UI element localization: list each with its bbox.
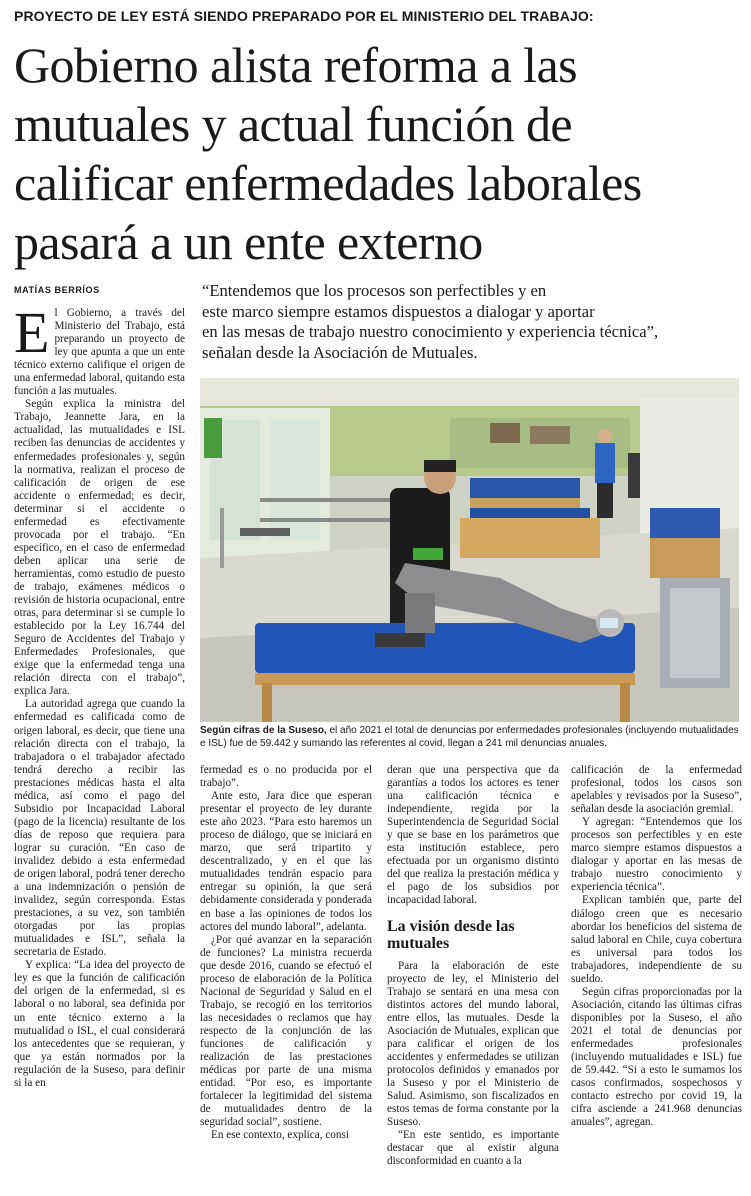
- photo-caption: [200, 724, 741, 751]
- article-paragraph: [14, 300, 185, 398]
- caption-text: el año 2021 el total de denuncias por enfermedades profesionales (incluyendo mutualidades e ISL) fue de 59.442 y sumando las referentes al covid, llegan a 241 mil denuncias anuales.: [200, 725, 739, 750]
- kicker: PROYECTO DE LEY ESTÁ SIENDO PREPARADO POR EL MINISTERIO DEL TRABAJO:: [14, 8, 594, 24]
- paragraph-text: l Gobierno, a través del Ministerio del Trabajo, está preparando un proyecto de ley que apunta a que un ente técnico externo califique el origen de una enfermedad laboral, quitando esta función a las mutuales.: [14, 307, 185, 398]
- article-paragraph: ¿Por qué avanzar en la separación de funciones? La ministra recuerda que desde 2016, cuando se efectuó el proceso de elaboración de la Política Nacional de Seguridad y Salud en el Trabajo, se recogió en los territorios las necesidades o reclamos que hay respecto de la conjunción de las funciones de calificación y realización de las prestaciones médicas por parte de una misma entidad. “Por eso, es importante fortalecer la legitimidad del sistema de mutualidades dentro de la seguridad social”, sostiene.: [200, 933, 372, 1129]
- drop-cap: E: [14, 300, 50, 365]
- headline-line: pasará a un ente externo: [14, 214, 483, 270]
- pull-quote-line: “Entendemos que los procesos son perfectibles y en: [202, 281, 547, 300]
- headline-line: calificar enfermedades laborales: [14, 155, 642, 211]
- pull-quote: [202, 281, 742, 363]
- article-paragraph: Explican también que, parte del diálogo creen que es necesario abordar los beneficios del sistema de salud laboral en Chile, cuya cobertura es universal para todos los trabajadores, independiente de su sueldo.: [571, 894, 742, 985]
- article-paragraph: calificación de la enfermedad profesional, todos los casos son apelables y revisados por la Suseso”, señalan desde la asociación gremial.: [571, 764, 742, 816]
- article-paragraph: deran que una perspectiva que da garantías a todos los actores es tener una calificación técnica e independiente, regida por la Superintendencia de Seguridad Social y que se base en los parámetros que esta institución establece, pero efectuada por un organismo distinto del que realiza la prestación médica y el pago de los subsidios por incapacidad laboral.: [387, 764, 559, 907]
- byline: MATÍAS BERRÍOS: [14, 285, 100, 295]
- caption-lead: Según cifras de la Suseso,: [200, 725, 327, 736]
- headline-line: Gobierno alista reforma a las: [14, 37, 577, 93]
- pull-quote-line: señalan desde la Asociación de Mutuales.: [202, 342, 478, 362]
- article-column-4: [571, 764, 742, 1129]
- article-paragraph: “En este sentido, es importante destacar que al existir alguna disconformidad en cuanto a la: [387, 1129, 559, 1168]
- article-paragraph: Y agregan: “Entendemos que los procesos son perfectibles y en este marco siempre estamos dispuestos a dialogar y aportar en las mesas de trabajo nuestro conocimiento y experiencia técnica”.: [571, 816, 742, 894]
- article-column-1: [14, 300, 185, 1090]
- article-paragraph: Según explica la ministra del Trabajo, Jeannette Jara, en la actualidad, las mutualidades e ISL reciben las denuncias de accidentes y enfermedades profesionales y, según la normativa, realizan el proceso de calificación de origen de ese accidente o enfermedad; es decir, determinar si el accidente o enfermedad es efectivamente provocada por el trabajo. “En específico, en el caso de enfermedad deben aplicar una serie de herramientas, como estudio de puesto de trabajo, exámenes médicos o revisión de historia ocupacional, entre otras, para determinar si se cumple lo establecido por la Ley 16.744 del Seguro de Accidentes del Trabajo y Enfermedades Profesionales, que exige que la enfermedad tenga una relación directa con el trabajo”, explica Jara.: [14, 398, 185, 698]
- article-paragraph: En ese contexto, explica, consi: [211, 1129, 349, 1142]
- pull-quote-line: en las mesas de trabajo nuestro conocimiento y experiencia técnica”,: [202, 322, 659, 341]
- article-paragraph: La autoridad agrega que cuando la enfermedad es calificada como de origen laboral, es decir, que tiene una relación directa con el trabajo, la trabajadora o el trabajador afectado tendrá derecho a recibir las prestaciones médicas hasta el alta médica, así como el pago del Subsidio por Incapacidad Laboral (pago de la licencia) resultante de los días de reposo que requiera para lograr su curación. “En caso de invalidez debido a esta enfermedad de origen laboral, podrá tener derecho a una indemnización o pensión de invalidez, según corresponda. Estas prestaciones, a su vez, son también otorgadas por las propias mutualidades e ISL”, señala la secretaria de Estado.: [14, 698, 185, 959]
- article-photo: [200, 378, 739, 722]
- article-paragraph: Para la elaboración de este proyecto de ley, el Ministerio del Trabajo se sentará en una mesa con distintos actores del mundo laboral, entre ellos, las mutuales. Desde la Asociación de Mutuales, explican que para calificar el origen de los accidentes y enfermedades se utilizan protocolos definidos y emanados por la Suseso y por el Ministerio de Salud. Asimismo, son fiscalizados en estos temas de forma constante por la Suseso.: [387, 959, 559, 1129]
- headline-line: mutuales y actual función de: [14, 96, 573, 152]
- article-paragraph: Ante esto, Jara dice que esperan presentar el proyecto de ley durante este año 2023. “Para esto haremos un proceso de diálogo, que se iniciará en marzo, que será tripartito y descentralizado, y en el que las mutualidades tendrán espacio para entregar su opinión, la que será debidamente considerada y ponderada en base a las opiniones de todos los actores del mundo laboral”, adelanta.: [200, 790, 372, 933]
- article-paragraph: Y explica: “La idea del proyecto de ley es que la función de calificación del origen de la enfermedad, si es laboral o no laboral, sea definida por un ente técnico externo a la mutualidad o ISL, el cual considerará los antecedentes que se requieran, y que ya están normados por la regulación de la Suseso, para definir si la en: [14, 959, 185, 1089]
- pull-quote-line: este marco siempre estamos dispuestos a dialogar y aportar: [202, 301, 595, 321]
- article-paragraph: fermedad es o no producida por el trabajo”.: [200, 764, 372, 790]
- article-column-2: [200, 764, 372, 1142]
- article-paragraph: Según cifras proporcionadas por la Asociación, citando las últimas cifras disponibles por la Suseso, el año 2021 el total de denuncias por enfermedades profesionales (incluyendo mutualidades e ISL) fue de 59.442. “Si a esto le sumamos los casos confirmados, sospechosos y contacto estrecho por covid 19, la cifra asciende a 241.968 denuncias anuales”, agregan.: [571, 985, 742, 1129]
- article-column-3: [387, 764, 559, 1168]
- headline: [14, 36, 739, 272]
- section-subhead: La visión desde las mutuales: [387, 917, 515, 952]
